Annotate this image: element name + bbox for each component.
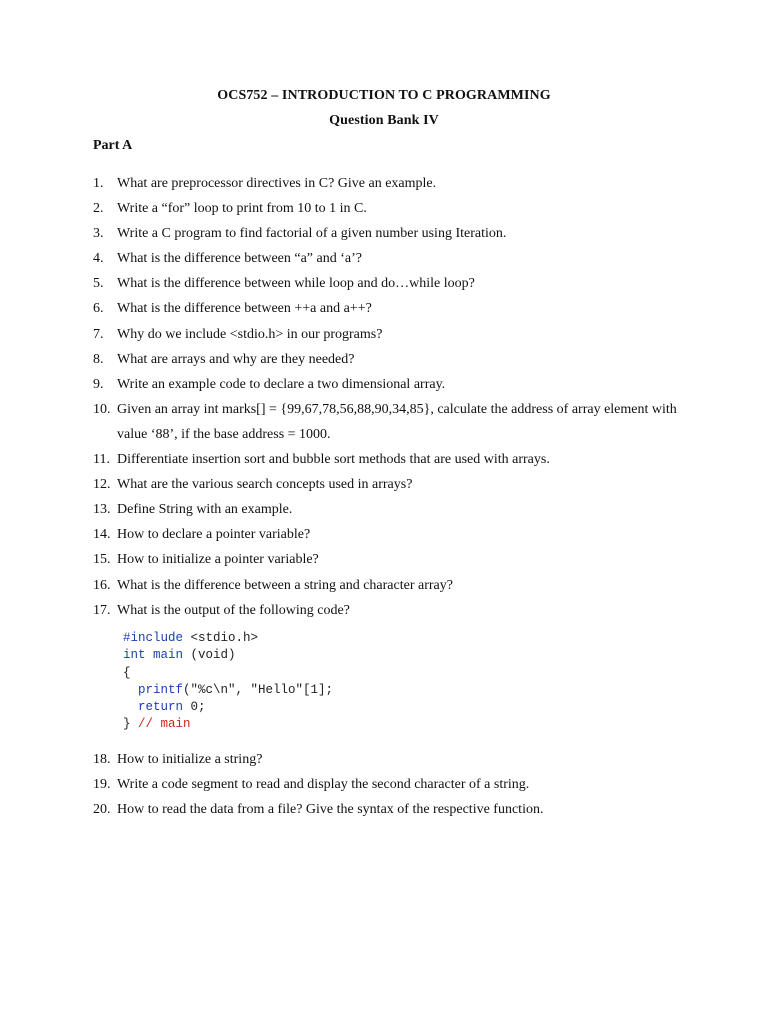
question-number: 11.	[93, 452, 110, 468]
code-function: printf	[138, 682, 184, 697]
question-item	[93, 447, 693, 472]
question-text: What is the difference between ++a and a++?	[117, 301, 372, 317]
question-text: What are arrays and why are they needed?	[117, 351, 355, 367]
document-title: OCS752 – INTRODUCTION TO C PROGRAMMING	[217, 88, 551, 103]
question-item	[93, 246, 693, 271]
question-item	[93, 797, 693, 822]
question-item	[93, 372, 693, 397]
question-text: What is the difference between a string and character array?	[117, 577, 453, 593]
question-number: 15.	[93, 552, 111, 568]
code-return: return	[138, 700, 184, 715]
question-item	[93, 221, 693, 246]
question-text: Why do we include <stdio.h> in our programs?	[117, 326, 383, 342]
question-text: Write a code segment to read and display the second character of a string.	[117, 777, 530, 793]
question-text: How to declare a pointer variable?	[117, 527, 311, 543]
question-text: How to initialize a string?	[117, 752, 263, 767]
code-brace-open: {	[123, 665, 131, 680]
question-number: 10.	[93, 401, 111, 417]
question-item	[93, 772, 693, 797]
question-item	[93, 598, 693, 623]
question-item	[93, 547, 693, 572]
question-item	[93, 747, 693, 772]
question-item	[93, 347, 693, 372]
question-number: 5.	[93, 276, 104, 292]
question-number: 12.	[93, 477, 111, 493]
question-item	[93, 397, 693, 447]
question-item	[93, 497, 693, 522]
part-heading: Part A	[93, 138, 133, 153]
question-item	[93, 171, 693, 196]
question-text: Write an example code to declare a two dimensional array.	[117, 376, 446, 392]
question-text: Given an array int marks[] = {99,67,78,56,88,90,34,85}, calculate the address of array element with value ‘88’, if the base address = 1000.	[117, 401, 677, 442]
question-number: 1.	[93, 176, 104, 191]
question-number: 7.	[93, 326, 104, 342]
question-text: What is the output of the following code?	[117, 602, 350, 618]
code-params: (void)	[183, 648, 236, 663]
code-directive: #include	[123, 631, 184, 645]
question-item	[93, 196, 693, 221]
question-item	[93, 472, 693, 497]
question-number: 14.	[93, 527, 111, 543]
code-indent	[123, 700, 138, 714]
question-number: 3.	[93, 226, 104, 242]
code-indent	[123, 683, 138, 697]
code-snippet	[123, 630, 333, 734]
question-text: What is the difference between while loop and do…while loop?	[117, 276, 475, 292]
question-text: What is the difference between “a” and ‘a’?	[117, 251, 362, 267]
question-item	[93, 296, 693, 321]
question-number: 13.	[93, 502, 111, 518]
code-comment: // main	[138, 717, 191, 732]
question-number: 19.	[93, 777, 111, 793]
question-number: 18.	[93, 752, 111, 767]
question-text: Write a C program to find factorial of a given number using Iteration.	[117, 226, 507, 242]
question-number: 9.	[93, 376, 104, 392]
question-item	[93, 522, 693, 547]
code-keyword: int main	[123, 648, 184, 663]
question-number: 4.	[93, 251, 104, 267]
question-text: What are preprocessor directives in C? Give an example.	[117, 176, 437, 191]
question-item	[93, 271, 693, 296]
question-text: How to initialize a pointer variable?	[117, 552, 319, 568]
question-list-continued	[93, 747, 693, 822]
question-number: 16.	[93, 577, 111, 593]
code-return-value: 0;	[183, 700, 206, 715]
question-text: What are the various search concepts used in arrays?	[117, 477, 413, 493]
question-text: How to read the data from a file? Give the syntax of the respective function.	[117, 802, 544, 818]
question-number: 20.	[93, 802, 111, 818]
question-list	[93, 171, 693, 623]
question-text: Differentiate insertion sort and bubble sort methods that are used with arrays.	[117, 452, 550, 468]
question-item	[93, 573, 693, 598]
code-args: ("%c\n", "Hello"[1];	[183, 682, 334, 697]
question-text: Define String with an example.	[117, 502, 293, 518]
question-item	[93, 322, 693, 347]
question-number: 2.	[93, 201, 104, 217]
code-brace-close: }	[123, 717, 139, 732]
question-number: 17.	[93, 602, 111, 618]
document-subtitle: Question Bank IV	[329, 113, 439, 128]
question-number: 6.	[93, 301, 104, 317]
question-text: Write a “for” loop to print from 10 to 1 in C.	[117, 201, 367, 217]
code-header: <stdio.h>	[183, 631, 259, 645]
question-number: 8.	[93, 351, 104, 367]
